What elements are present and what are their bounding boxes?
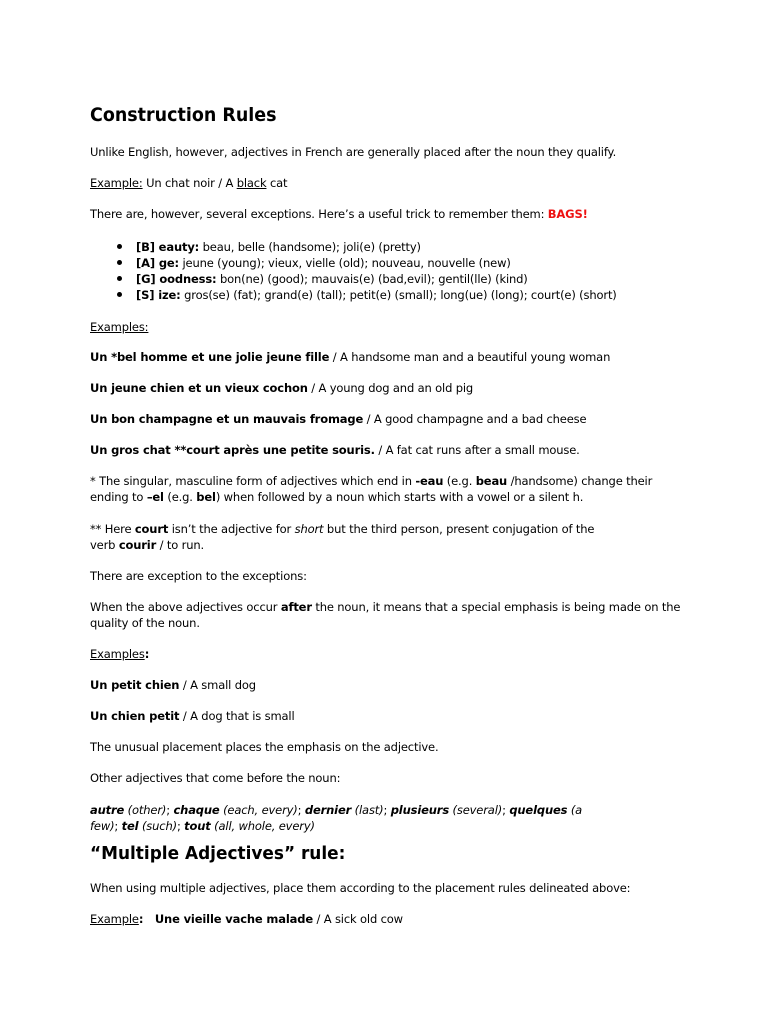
examples-label: Examples:: [90, 320, 149, 334]
other-adjectives-intro: Other adjectives that come before the noun:: [90, 771, 341, 785]
page-title: Construction Rules: [90, 104, 277, 126]
bullet-icon: [117, 244, 122, 249]
exceptions-to-exceptions: There are exception to the exceptions:: [90, 569, 307, 583]
other-adjectives-list: autre (other); chaque (each, every); dernier (last); plusieurs (several); quelques (a few); tel (such); tout (all, whole, every): [90, 803, 583, 833]
example-one: Example: Un chat noir / A black cat: [90, 176, 288, 190]
list-item: [S] ize: gros(se) (fat); grand(e) (tall); petit(e) (small); long(ue) (long); court(e) (short): [90, 287, 617, 303]
footnote-court: ** Here court isn’t the adjective for short but the third person, present conjugation of the verb courir / to run.: [90, 522, 595, 552]
example-final: Example: Une vieille vache malade / A sick old cow: [90, 912, 403, 926]
after-noun-paragraph: When the above adjectives occur after the noun, it means that a special emphasis is being made on the quality of the noun.: [90, 600, 681, 630]
bullet-icon: [117, 276, 122, 281]
footnote-eau: * The singular, masculine form of adjectives which end in -eau (e.g. beau /handsome) change their ending to –el (e.g. bel) when followed by a noun which starts with a vowel or a silent h.: [90, 474, 653, 504]
example-sentence: Un bon champagne et un mauvais fromage / A good champagne and a bad cheese: [90, 412, 587, 426]
bullet-icon: [117, 292, 122, 297]
multiple-paragraph: When using multiple adjectives, place them according to the placement rules delineated above:: [90, 881, 631, 895]
section-heading-multiple: “Multiple Adjectives” rule:: [90, 843, 346, 864]
examples-label-2: Examples:: [90, 647, 150, 661]
example-sentence: Un gros chat **court après une petite souris. / A fat cat runs after a small mouse.: [90, 443, 580, 457]
bullet-icon: [117, 260, 122, 265]
list-item: [B] eauty: beau, belle (handsome); joli(e) (pretty): [90, 239, 617, 255]
list-item: [G] oodness: bon(ne) (good); mauvais(e) (bad,evil); gentil(lle) (kind): [90, 271, 617, 287]
example-sentence: Un petit chien / A small dog: [90, 678, 256, 692]
exceptions-paragraph: There are, however, several exceptions. Here’s a useful trick to remember them: BAGS!: [90, 207, 588, 221]
unusual-placement: The unusual placement places the emphasis on the adjective.: [90, 740, 439, 754]
example-sentence: Un chien petit / A dog that is small: [90, 709, 295, 723]
example-sentence: Un *bel homme et une jolie jeune fille / A handsome man and a beautiful young woman: [90, 350, 611, 364]
intro-paragraph: Unlike English, however, adjectives in French are generally placed after the noun they qualify.: [90, 145, 617, 159]
example-sentence: Un jeune chien et un vieux cochon / A young dog and an old pig: [90, 381, 474, 395]
list-item: [A] ge: jeune (young); vieux, vielle (old); nouveau, nouvelle (new): [90, 255, 617, 271]
bags-list: [90, 239, 617, 303]
